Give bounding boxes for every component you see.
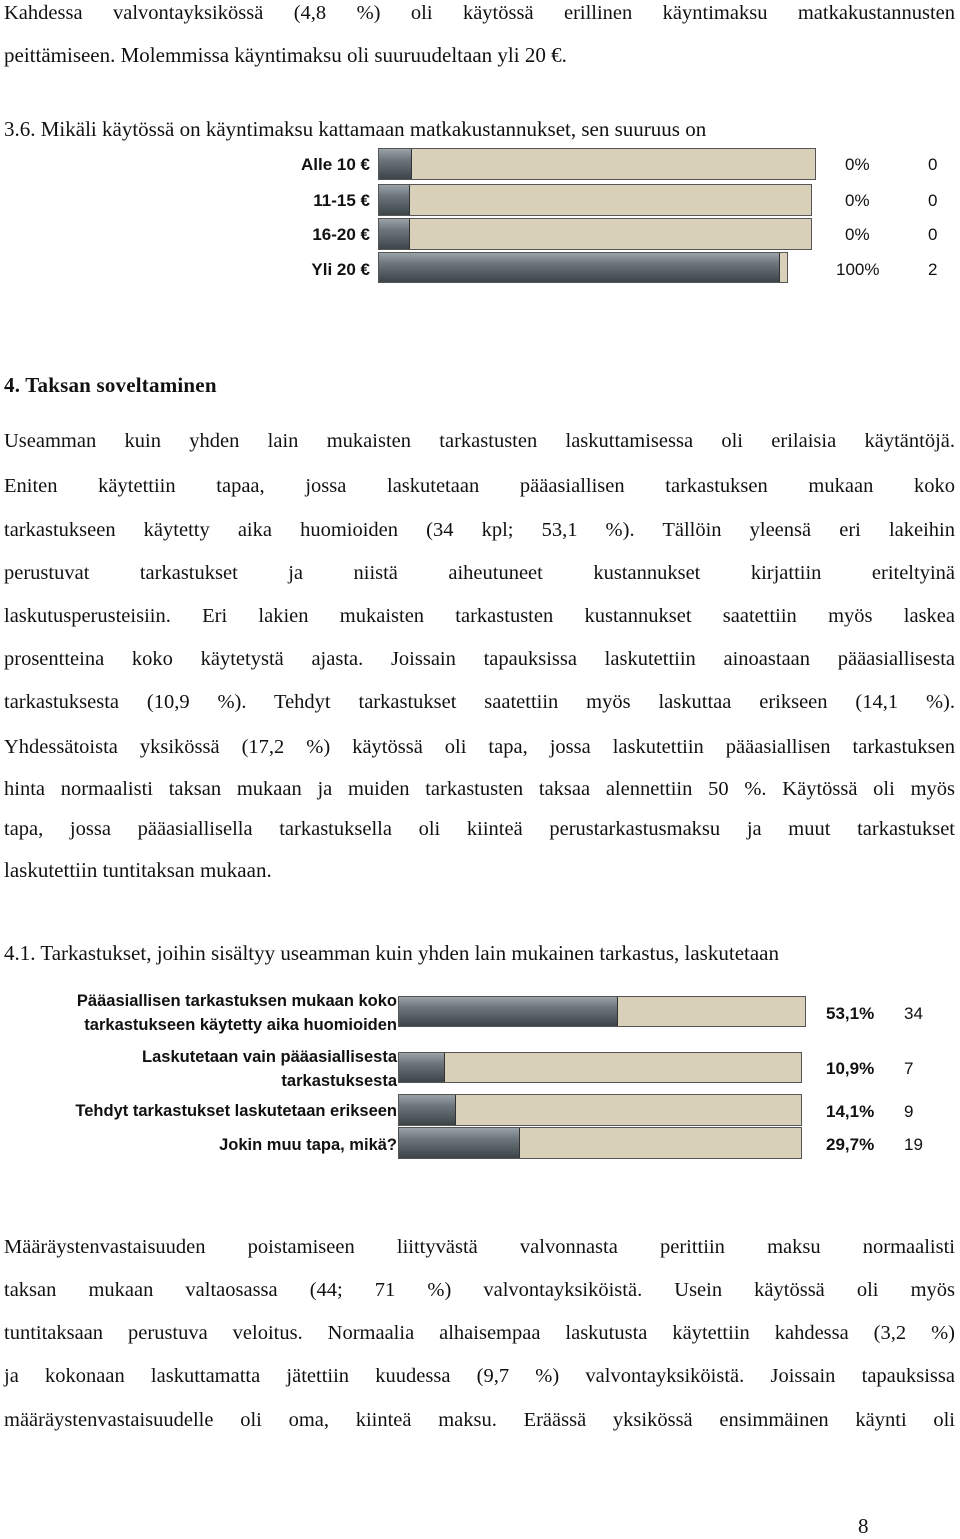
paragraph-line: määräystenvastaisuudelle oli oma, kiinteä maksu. Eräässä yksikössä ensimmäinen käynti oli bbox=[4, 1409, 955, 1431]
chart-label-line: tarkastukseen käytetty aika huomioiden bbox=[84, 1016, 397, 1034]
chart-bar bbox=[378, 148, 816, 180]
chart-count: 0 bbox=[928, 225, 938, 244]
paragraph-line: perustuvat tarkastukset ja niistä aiheutuneet kustannukset kirjattiin eriteltyinä bbox=[4, 562, 955, 584]
chart-count: 0 bbox=[928, 155, 938, 174]
chart-label: 16-20 € bbox=[312, 225, 370, 244]
chart-label: 11-15 € bbox=[313, 191, 370, 210]
chart-bar bbox=[398, 996, 806, 1027]
paragraph-line: laskutusperusteisiin. Eri lakien mukaisten tarkastusten kustannukset saatettiin myös laskea bbox=[4, 605, 955, 627]
bar-fill bbox=[379, 253, 780, 282]
chart-percentage: 29,7% bbox=[826, 1135, 875, 1154]
chart-percentage: 100% bbox=[836, 260, 880, 279]
chart-percentage: 53,1% bbox=[826, 1004, 875, 1023]
chart-label: Alle 10 € bbox=[301, 155, 370, 174]
chart-label-line: Tehdyt tarkastukset laskutetaan erikseen bbox=[75, 1102, 397, 1120]
chart-count: 19 bbox=[904, 1135, 923, 1154]
paragraph-line: tapa, jossa pääasiallisella tarkastuksella oli kiinteä perustarkastusmaksu ja muut tarkastukset bbox=[4, 818, 955, 840]
page-number: 8 bbox=[858, 1514, 869, 1538]
paragraph-line: Useamman kuin yhden lain mukaisten tarkastusten laskuttamisessa oli erilaisia käytäntöjä. bbox=[4, 430, 955, 452]
bar-fill bbox=[399, 1128, 520, 1158]
chart-bar bbox=[398, 1052, 802, 1083]
paragraph-line: hinta normaalisti taksan mukaan ja muiden tarkastusten taksaa alennettiin 50 %. Käytössä oli myös bbox=[4, 778, 955, 800]
chart-bar bbox=[398, 1094, 802, 1126]
chart-label bbox=[77, 989, 397, 1037]
chart-count: 34 bbox=[904, 1004, 923, 1023]
paragraph-line: laskutettiin tuntitaksan mukaan. bbox=[4, 858, 272, 882]
chart-count: 0 bbox=[928, 191, 938, 210]
intro-line: Kahdessa valvontayksikössä (4,8 %) oli käytössä erillinen käyntimaksu matkakustannusten bbox=[4, 2, 955, 24]
chart-label-line: Jokin muu tapa, mikä? bbox=[219, 1136, 397, 1154]
chart-bar bbox=[378, 184, 812, 216]
bar-fill bbox=[379, 149, 412, 179]
paragraph-line: tuntitaksaan perustuva veloitus. Normaalia alhaisempaa laskutusta käytettiin kahdessa (3,2 %) bbox=[4, 1322, 955, 1344]
chart-percentage: 10,9% bbox=[826, 1059, 875, 1078]
chart-label bbox=[75, 1099, 397, 1123]
question-4-1-title: 4.1. Tarkastukset, joihin sisältyy useamman kuin yhden lain mukainen tarkastus, laskutetaan bbox=[4, 941, 779, 965]
chart-percentage: 0% bbox=[845, 191, 870, 210]
paragraph-line: Määräystenvastaisuuden poistamiseen liittyvästä valvonnasta perittiin maksu normaalisti bbox=[4, 1236, 955, 1258]
chart-label-line: tarkastuksesta bbox=[281, 1072, 397, 1090]
chart-bar bbox=[378, 252, 788, 283]
chart-label bbox=[142, 1045, 397, 1093]
bar-fill bbox=[399, 997, 618, 1026]
chart-bar bbox=[378, 218, 812, 250]
bar-fill bbox=[379, 185, 410, 215]
chart-label-line: Laskutetaan vain pääasiallisesta bbox=[142, 1048, 397, 1066]
paragraph-line: tarkastuksesta (10,9 %). Tehdyt tarkastukset saatettiin myös laskuttaa erikseen (14,1 %). bbox=[4, 691, 955, 713]
paragraph-line: taksan mukaan valtaosassa (44; 71 %) valvontayksiköistä. Usein käytössä oli myös bbox=[4, 1279, 955, 1301]
intro-line: peittämiseen. Molemmissa käyntimaksu oli suuruudeltaan yli 20 €. bbox=[4, 43, 567, 67]
chart-label bbox=[219, 1133, 397, 1157]
chart-percentage: 0% bbox=[845, 225, 870, 244]
chart-bar bbox=[398, 1127, 802, 1159]
bar-fill bbox=[379, 219, 410, 249]
question-3-6-title: 3.6. Mikäli käytössä on käyntimaksu kattamaan matkakustannukset, sen suuruus on bbox=[4, 117, 707, 141]
section-4-heading: 4. Taksan soveltaminen bbox=[4, 373, 217, 397]
paragraph-line: Yhdessätoista yksikössä (17,2 %) käytössä oli tapa, jossa laskutettiin pääasiallisen tarkastuksen bbox=[4, 736, 955, 758]
paragraph-line: tarkastukseen käytetty aika huomioiden (34 kpl; 53,1 %). Tällöin yleensä eri lakeihin bbox=[4, 519, 955, 541]
paragraph-line: ja kokonaan laskuttamatta jätettiin kuudessa (9,7 %) valvontayksiköistä. Joissain tapauksissa bbox=[4, 1365, 955, 1387]
chart-label-line: Pääasiallisen tarkastuksen mukaan koko bbox=[76, 992, 397, 1010]
chart-count: 9 bbox=[904, 1102, 914, 1121]
chart-percentage: 14,1% bbox=[826, 1102, 875, 1121]
chart-count: 2 bbox=[928, 260, 938, 279]
chart-count: 7 bbox=[904, 1059, 914, 1078]
bar-fill bbox=[399, 1095, 456, 1125]
paragraph-line: Eniten käytettiin tapaa, jossa laskutetaan pääasiallisen tarkastuksen mukaan koko bbox=[4, 475, 955, 497]
chart-label: Yli 20 € bbox=[311, 260, 370, 279]
paragraph-line: prosentteina koko käytetystä ajasta. Joissain tapauksissa laskutettiin ainoastaan pääasiallisesta bbox=[4, 648, 955, 670]
bar-fill bbox=[399, 1053, 445, 1082]
chart-percentage: 0% bbox=[845, 155, 870, 174]
